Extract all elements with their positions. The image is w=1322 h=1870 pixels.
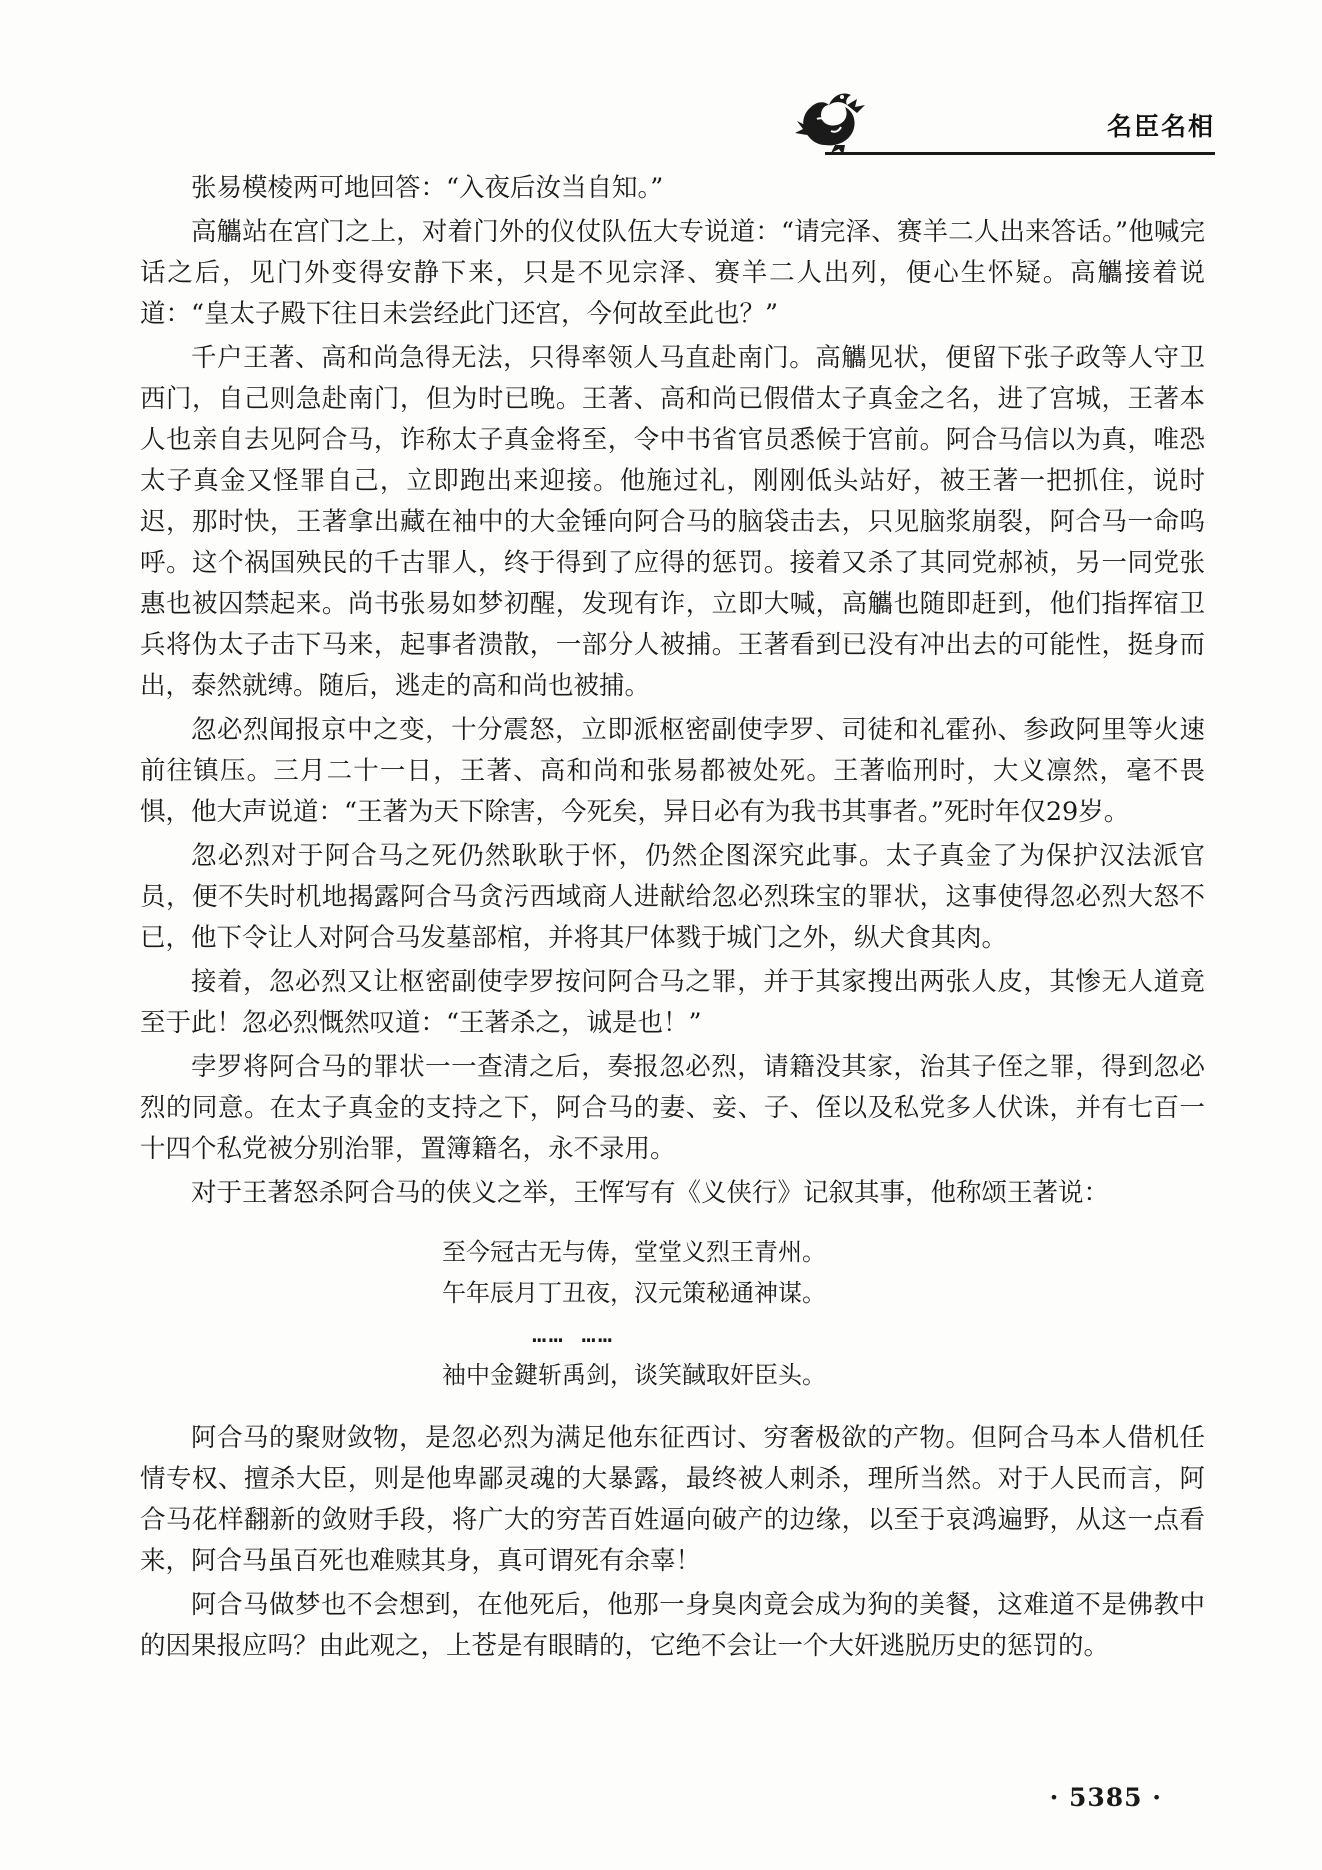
paragraph: 孛罗将阿合马的罪状一一查清之后，奏报忽必烈，请籍没其家，治其子侄之罪，得到忽必烈的同意。在太子真金的支持之下，阿合马的妻、妾、子、侄以及私党多人伏诛，并有七百一十四个私党被分别治罪，置簿籍名，永不录用。 <box>140 1052 1205 1164</box>
page-number: · 5385 · <box>1049 1783 1162 1812</box>
paragraph: 对于王著怒杀阿合马的侠义之举，王恽写有《义侠行》记叙其事，他称颂王著说： <box>191 1178 1110 1208</box>
poem-line: 袖中金鍵斩禹剑，谈笑馘取奸臣头。 <box>442 1361 826 1389</box>
paragraph: 接着，忽必烈又让枢密副使孛罗按问阿合马之罪，并于其家搜出两张人皮，其惨无人道竟至于此！忽必烈慨然叹道：“王著杀之，诚是也！” <box>140 967 1205 1038</box>
paragraph: 高觿站在宫门之上，对着门外的仪仗队伍大专说道：“请完泽、赛羊二人出来答话。”他喊完话之后，见门外变得安静下来，只是不见宗泽、赛羊二人出列，便心生怀疑。高觿接着说道：“皇太子殿下往日未尝经此门还宫，今何故至此也？” <box>140 217 1205 329</box>
header-rule <box>825 152 1215 155</box>
page-header <box>795 85 1215 155</box>
paragraph: 千户王著、高和尚急得无法，只得率领人马直赴南门。高觿见状，便留下张子政等人守卫西门，自己则急赴南门，但为时已晚。王著、高和尚已假借太子真金之名，进了宫城，王著本人也亲自去见阿合马，诈称太子真金将至，令中书省官员悉候于宫前。阿合马信以为真，唯恐太子真金又怪罪自己，立即跑出来迎接。他施过礼，刚刚低头站好，被王著一把抓住，说时迟，那时快，王著拿出藏在袖中的大金锤向阿合马的脑袋击去，只见脑浆崩裂，阿合马一命呜呼。这个祸国殃民的千古罪人，终于得到了应得的惩罚。接着又杀了其同党郝祯，另一同党张惠也被囚禁起来。尚书张易如梦初醒，发现有诈，立即大喊，高觿也随即赶到，他们指挥宿卫兵将伪太子击下马来，起事者溃散，一部分人被捕。王著看到已没有冲出去的可能性，挺身而出，泰然就缚。随后，逃走的高和尚也被捕。 <box>140 343 1205 701</box>
paragraph: 张易模棱两可地回答：“入夜后汝当自知。” <box>191 173 664 203</box>
paragraph: 阿合马做梦也不会想到，在他死后，他那一身臭肉竟会成为狗的美餐，这难道不是佛教中的因果报应吗？由此观之，上苍是有眼睛的，它绝不会让一个大奸逃脱历史的惩罚的。 <box>140 1590 1205 1661</box>
poem-ellipsis: …… …… <box>532 1320 615 1348</box>
poem <box>140 1232 1205 1396</box>
paragraph: 阿合马的聚财敛物，是忽必烈为满足他东征西讨、穷奢极欲的产物。但阿合马本人借机任情专权、擅杀大臣，则是他卑鄙灵魂的大暴露，最终被人刺杀，理所当然。对于人民而言，阿合马花样翻新的敛财手段，将广大的穷苦百姓逼向破产的边缘，以至于哀鸿遍野，从这一点看来，阿合马虽百死也难赎其身，真可谓死有余辜！ <box>140 1423 1205 1576</box>
poem-line: 午年辰月丁丑夜，汉元策秘通神谋。 <box>442 1279 826 1307</box>
paragraph: 忽必烈对于阿合马之死仍然耿耿于怀，仍然企图深究此事。太子真金了为保护汉法派官员，便不失时机地揭露阿合马贪污西域商人进献给忽必烈珠宝的罪状，这事使得忽必烈大怒不已，他下令让人对阿合马发墓部棺，并将其尸体戮于城门之外，纵犬食其肉。 <box>140 841 1205 953</box>
section-title: 名臣名相 <box>1106 112 1215 141</box>
poem-line: 至今冠古无与俦，堂堂义烈王青州。 <box>442 1238 826 1266</box>
dragon-icon <box>795 85 871 155</box>
body-text <box>140 168 1205 1670</box>
paragraph: 忽必烈闻报京中之变，十分震怒，立即派枢密副使孛罗、司徒和礼霍孙、参政阿里等火速前往镇压。三月二十一日，王著、高和尚和张易都被处死。王著临刑时，大义凛然，毫不畏惧，他大声说道：“王著为天下除害，今死矣，异日必有为我书其事者。”死时年仅29岁。 <box>140 715 1205 827</box>
